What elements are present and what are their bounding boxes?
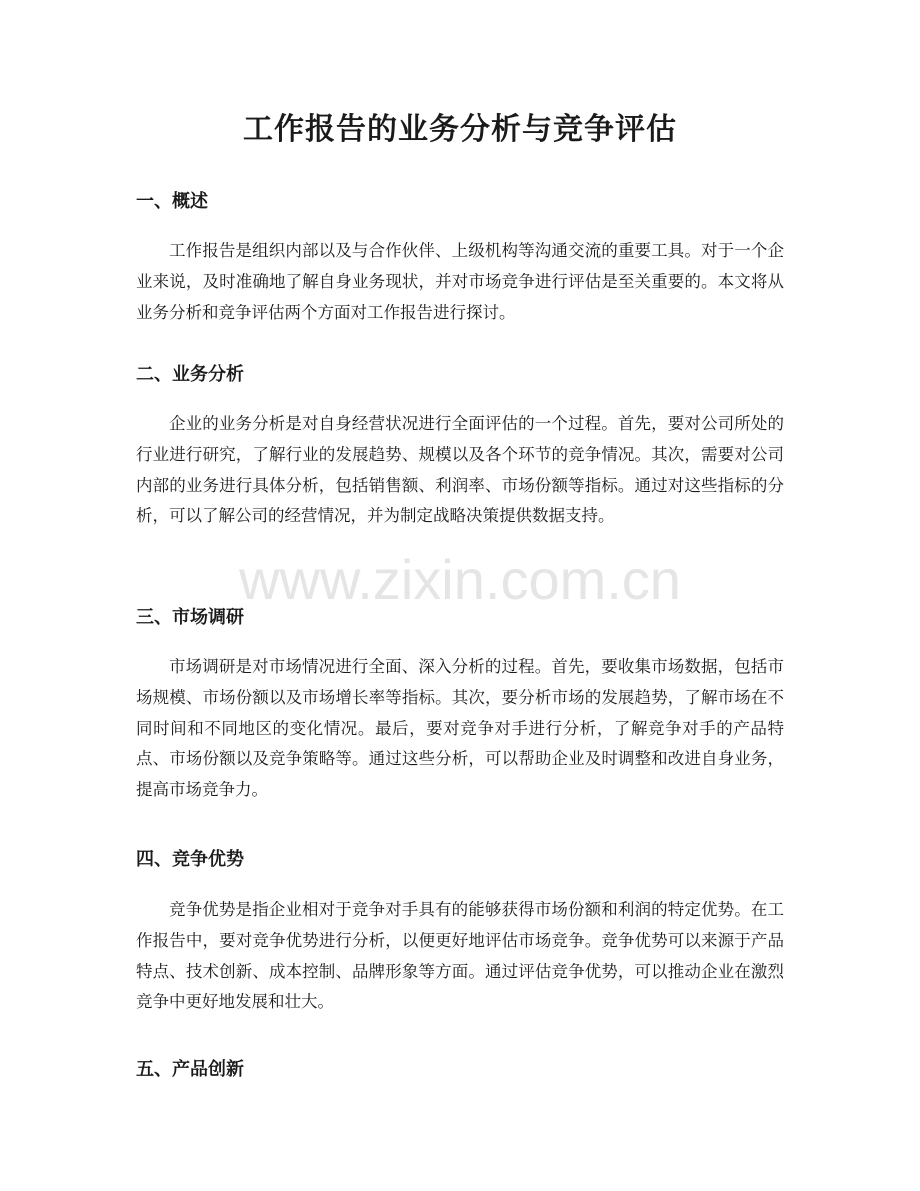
section-paragraph-business-analysis: 企业的业务分析是对自身经营状况进行全面评估的一个过程。首先，要对公司所处的行业进行研究，了解行业的发展趋势、规模以及各个环节的竞争情况。其次，需要对公司内部的业务进行具体分析，包括销售额、利润率、市场份额等指标。通过对这些指标的分析，可以了解公司的经营情况，并为制定战略决策提供数据支持。 xyxy=(136,414,784,526)
section-paragraph-overview: 工作报告是组织内部以及与合作伙伴、上级机构等沟通交流的重要工具。对于一个企业来说，及时准确地了解自身业务现状，并对市场竞争进行评估是至关重要的。本文将从业务分析和竞争评估两个方面对工作报告进行探讨。 xyxy=(136,241,784,322)
section-heading-competitive-advantage: 四、竞争优势 xyxy=(136,849,244,870)
watermark: www.zixin.com.cn xyxy=(239,548,681,611)
section-heading-business-analysis: 二、业务分析 xyxy=(136,364,244,385)
section-heading-market-research: 三、市场调研 xyxy=(136,607,244,628)
document-title: 工作报告的业务分析与竞争评估 xyxy=(243,112,677,147)
section-paragraph-market-research: 市场调研是对市场情况进行全面、深入分析的过程。首先，要收集市场数据，包括市场规模、市场份额以及市场增长率等指标。其次，要分析市场的发展趋势，了解市场在不同时间和不同地区的变化情况。最后，要对竞争对手进行分析，了解竞争对手的产品特点、市场份额以及竞争策略等。通过这些分析，可以帮助企业及时调整和改进自身业务，提高市场竞争力。 xyxy=(136,657,784,800)
section-paragraph-competitive-advantage: 竞争优势是指企业相对于竞争对手具有的能够获得市场份额和利润的特定优势。在工作报告中，要对竞争优势进行分析，以便更好地评估市场竞争。竞争优势可以来源于产品特点、技术创新、成本控制、品牌形象等方面。通过评估竞争优势，可以推动企业在激烈竞争中更好地发展和壮大。 xyxy=(136,900,784,1012)
section-heading-product-innovation: 五、产品创新 xyxy=(136,1059,244,1080)
section-heading-overview: 一、概述 xyxy=(136,191,208,212)
